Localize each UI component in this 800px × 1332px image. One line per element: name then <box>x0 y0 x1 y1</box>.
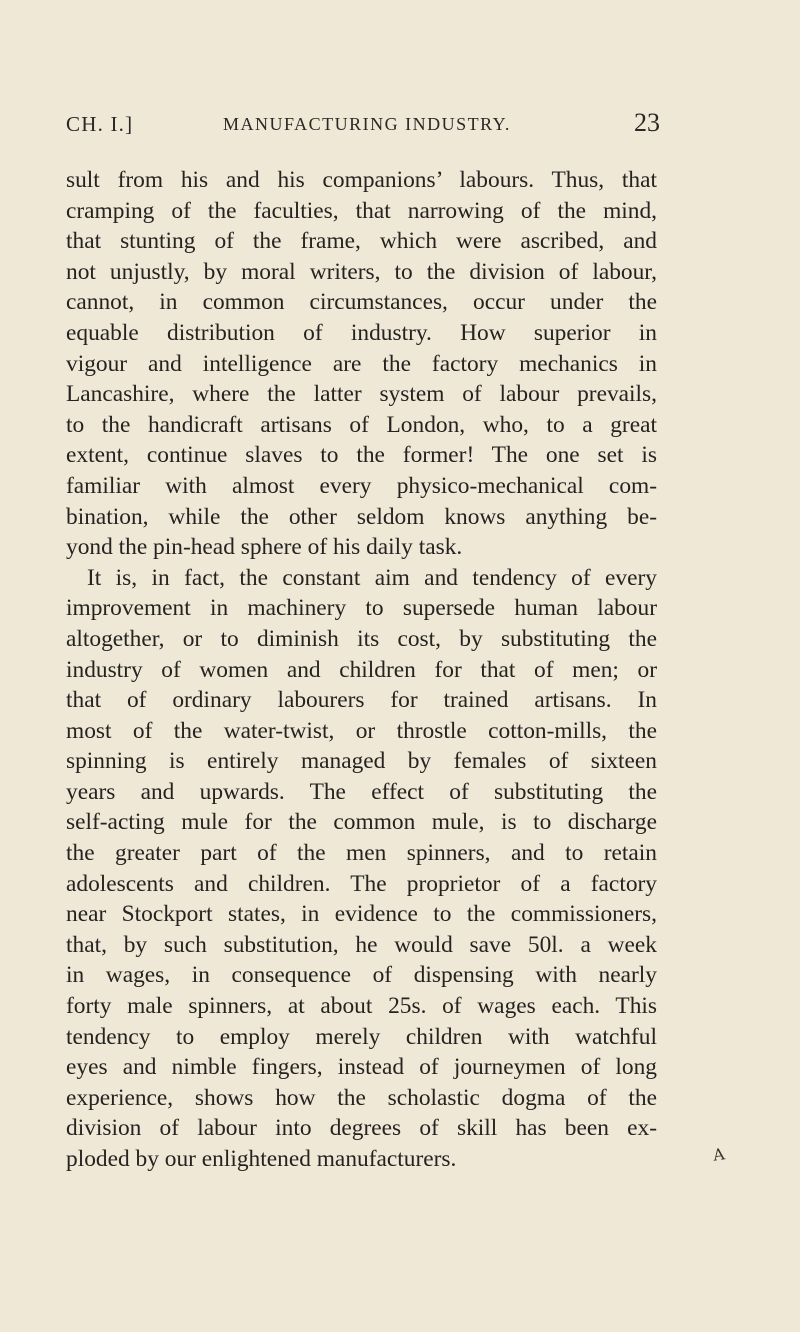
paragraph-end-line: ploded by our enlightened manufacturers. <box>66 1146 457 1172</box>
text-line: that of ordinary labourers for trained artisans. In <box>66 687 657 714</box>
text-line: in wages, in consequence of dispensing with nearly <box>66 962 657 989</box>
text-line: most of the water-twist, or throstle cotton-mills, the <box>66 717 657 744</box>
text-line: Lancashire, where the latter system of labour prevails, <box>66 381 657 408</box>
paragraph-end-line: yond the pin-head sphere of his daily task. <box>66 534 463 561</box>
text-line: cramping of the faculties, that narrowing of the mind, <box>66 197 657 224</box>
text-line: bination, while the other seldom knows anything be- <box>66 503 657 530</box>
page-number: 23 <box>634 108 660 137</box>
text-line: division of labour into degrees of skill has been ex- <box>66 1115 657 1142</box>
text-line: forty male spinners, at about 25s. of wages each. This <box>66 993 657 1020</box>
text-line: not unjustly, by moral writers, to the division of labour, <box>66 258 657 285</box>
text-line: the greater part of the men spinners, and to retain <box>66 840 657 867</box>
text-line: tendency to employ merely children with watchful <box>66 1023 657 1050</box>
text-line: experience, shows how the scholastic dogma of the <box>66 1084 657 1111</box>
text-line: extent, continue slaves to the former! The one set is <box>66 442 657 469</box>
body-text <box>66 165 657 1175</box>
text-line: near Stockport states, in evidence to the commissioners, <box>66 901 657 928</box>
text-line: familiar with almost every physico-mechanical com- <box>66 472 657 499</box>
text-line: altogether, or to diminish its cost, by substituting the <box>66 625 657 652</box>
paragraph-start-line: It is, in fact, the constant aim and tendency of every <box>87 564 657 591</box>
text-line: vigour and intelligence are the factory mechanics in <box>66 350 657 377</box>
text-line: equable distribution of industry. How superior in <box>66 319 657 346</box>
text-line: adolescents and children. The proprietor of a factory <box>66 870 657 897</box>
text-line: industry of women and children for that of men; or <box>66 656 657 683</box>
running-header <box>66 108 660 144</box>
text-line: to the handicraft artisans of London, who, to a great <box>66 411 657 438</box>
text-line: self-acting mule for the common mule, is to discharge <box>66 809 657 836</box>
text-line: that stunting of the frame, which were ascribed, and <box>66 228 657 255</box>
text-line: sult from his and his companions’ labours. Thus, that <box>66 167 657 193</box>
text-line: years and upwards. The effect of substituting the <box>66 778 657 805</box>
signature-mark: A <box>711 1144 726 1165</box>
text-line: cannot, in common circumstances, occur under the <box>66 289 657 316</box>
text-line: eyes and nimble fingers, instead of journeymen of long <box>66 1054 657 1081</box>
running-title: MANUFACTURING INDUSTRY. <box>223 114 511 134</box>
text-line: spinning is entirely managed by females of sixteen <box>66 748 657 775</box>
text-line: improvement in machinery to supersede human labour <box>66 595 657 622</box>
text-line: that, by such substitution, he would save 50l. a week <box>66 931 657 958</box>
chapter-label: CH. I.] <box>66 112 134 136</box>
